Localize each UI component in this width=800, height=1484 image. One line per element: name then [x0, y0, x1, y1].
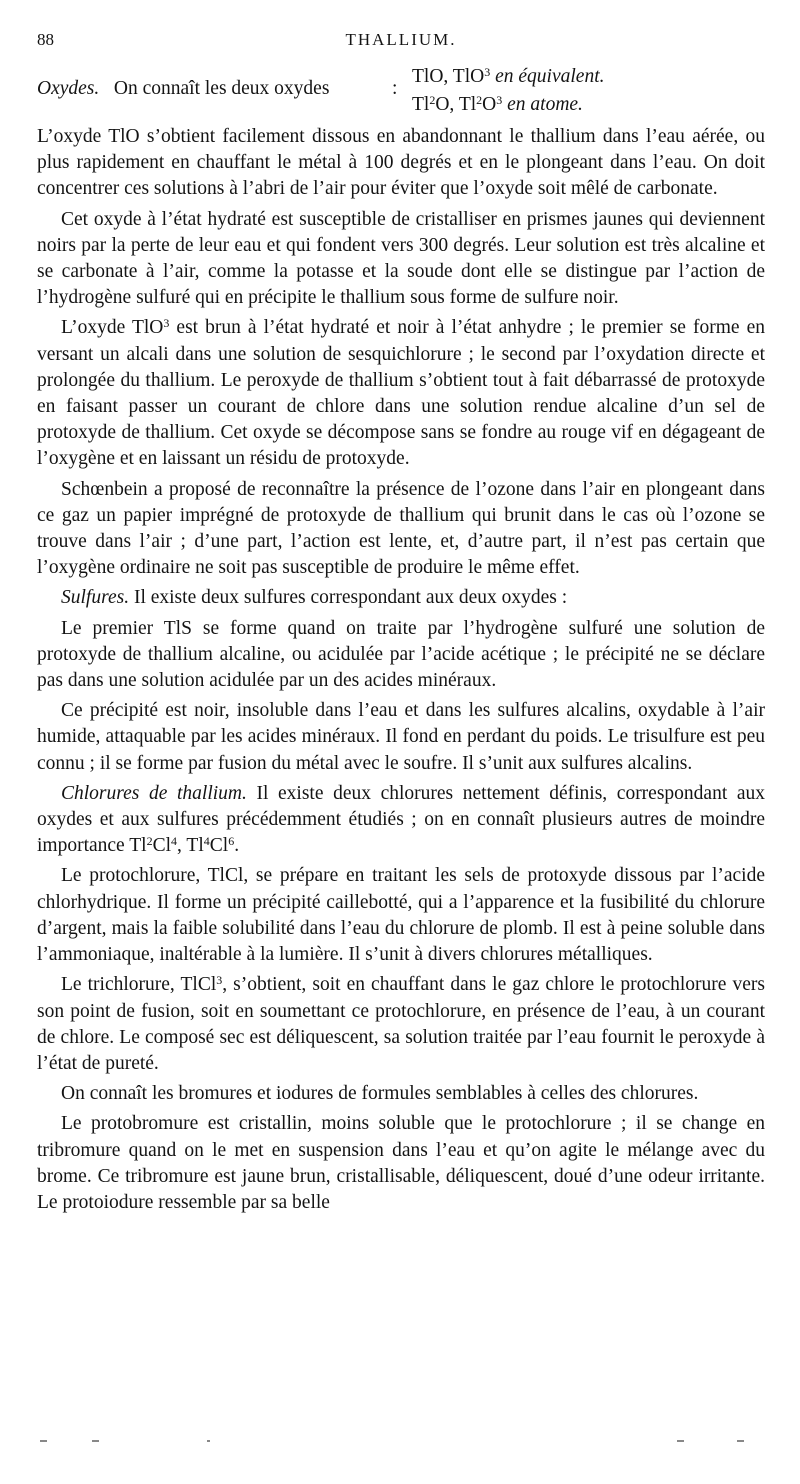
- formula-text: Tl: [412, 94, 430, 115]
- paragraph: Ce précipité est noir, insoluble dans l’eau et dans les sulfures alcalins, oxydable à l’air humide, attaquable par les acides minéraux. Il fond en perdant du poids. Le trisulfure est peu connu ; il se forme par fusion du métal avec le soufre. Il s’unit aux sulfures alcalins.: [37, 700, 765, 774]
- paragraph: Le protobromure est cristallin, moins soluble que le protochlorure ; il se change en tribromure quand on le met en suspension dans l’eau et qu’on agite le mélange avec du brome. Ce tribromure est jaune brun, cristallisable, déliquescent, doué d’une odeur irritante. Le protoiodure ressemble par sa belle: [37, 1113, 765, 1213]
- section-heading-sulfures: Sulfures.: [61, 587, 130, 609]
- formula-suffix: en équivalent.: [495, 66, 605, 87]
- paragraph: [37, 315, 765, 472]
- paragraph-text: .: [234, 835, 240, 857]
- paragraph-text: , Tl: [177, 835, 204, 857]
- section-heading-oxydes: Oxydes.: [37, 78, 100, 99]
- oxydes-formula-block: [37, 66, 765, 124]
- running-title: THALLIUM.: [345, 30, 457, 49]
- paragraph: Le premier TlS se forme quand on traite par l’hydrogène sulfuré une solution de protoxyde de thallium alcaline, ou acidulée par l’acide acétique ; le précipité ne se déclare pas dans une solution acidulée par un des acides minéraux.: [37, 617, 765, 692]
- formula-sup: 3: [216, 973, 223, 988]
- paragraph: [37, 781, 765, 860]
- formula-suffix: en atome.: [507, 94, 583, 115]
- paragraph-text: L’oxyde TlO: [61, 317, 164, 339]
- page-number: 88: [37, 30, 54, 49]
- formula-sup: 2: [146, 834, 153, 849]
- scan-mark: [92, 1440, 99, 1442]
- formula-atome: [412, 94, 583, 116]
- scan-artifacts: [37, 1440, 765, 1450]
- formula-sup: 2: [429, 93, 436, 107]
- paragraph-text: Il existe deux sulfures correspondant aux deux oxydes :: [129, 587, 568, 609]
- page-header: [37, 30, 765, 56]
- paragraph-text: , s’obtient, soit en chauffant dans le gaz chlore le protochlorure vers son point de fusion, soit en soumettant ce protochlorure, en présence de l’eau, à un courant de chlore. Le composé sec est déliquescent, sa solution traitée par l’eau fournit le peroxyde à l’état de pureté.: [37, 974, 765, 1074]
- book-page: [37, 30, 765, 1220]
- paragraph: L’oxyde TlO s’obtient facilement dissous en abandonnant le thallium dans l’eau aérée, ou plus rapidement en chauffant le métal à 100 degrés et en le plongeant dans l’eau. On doit concentrer ces solutions à l’abri de l’air pour éviter que l’oxyde soit mêlé de carbonate.: [37, 126, 765, 200]
- paragraph: On connaît les bromures et iodures de formules semblables à celles des chlorures.: [61, 1083, 699, 1105]
- paragraph: [37, 972, 765, 1077]
- paragraph: Le protochlorure, TlCl, se prépare en traitant les sels de protoxyde dissous par l’acide chlorhydrique. Il forme un précipité caillebotté, qui a l’apparence et la fusibilité du chlorure d’argent, mais la faible solubilité dans l’eau du chlorure de plomb. Il est à peine soluble dans l’ammoniaque, inaltérable à la lumière. Il s’unit à divers chlorures métalliques.: [37, 865, 765, 966]
- paragraph-text: Le trichlorure, TlCl: [61, 974, 217, 996]
- oxydes-lead-text: On connaît les deux oxydes: [113, 78, 330, 99]
- oxydes-lead: [37, 78, 329, 100]
- scan-mark: [40, 1440, 47, 1442]
- formula-text: O: [482, 94, 497, 115]
- formula-sup: 4: [171, 834, 178, 849]
- scan-mark: [737, 1440, 744, 1442]
- formula-sup: 4: [203, 834, 210, 849]
- paragraph: Schœnbein a proposé de reconnaître la présence de l’ozone dans l’air en plongeant dans ce gaz un papier imprégné de protoxyde de thallium qui brunit dans le cas où l’ozone se trouve dans l’air ; d’une part, l’action est lente, et, d’autre part, il n’est pas certain que l’oxygène ordinaire ne soit pas susceptible de produire le même effet.: [37, 478, 765, 579]
- paragraph-text: Cl: [152, 835, 172, 857]
- formula-sup: 2: [476, 93, 483, 107]
- section-heading-chlorures: Chlorures de thallium.: [61, 782, 247, 804]
- formula-equivalent: [412, 66, 604, 88]
- paragraph: Cet oxyde à l’état hydraté est susceptible de cristalliser en prismes jaunes qui deviennent noirs par la perte de leur eau et qui fondent vers 300 degrés. Leur solution est très alcaline et se carbonate à l’air, comme la potasse et la soude dont elle se distingue par l’action de l’hydrogène sulfuré qui en précipite le thallium sous forme de sulfure noir.: [37, 208, 765, 309]
- formula-text: O, Tl: [435, 94, 477, 115]
- formula-sup: 6: [228, 834, 235, 849]
- scan-mark: [677, 1440, 684, 1442]
- paragraph-text: est brun à l’état hydraté et noir à l’état anhydre ; le premier se forme en versant un alcali dans une solution de sesquichlorure ; le second par l’oxydation directe et prolongée du thallium. Le peroxyde de thallium s’obtient tout à fait débarrassé de protoxyde en faisant passer un courant de chlore dans une solution rendue alcaline d’un sel de protoxyde de thallium. Cet oxyde se décompose sans se fondre au rouge vif en dégageant de l’oxygène et en laissant un résidu de protoxyde.: [37, 317, 765, 470]
- scan-mark: [207, 1440, 210, 1442]
- formula-sup: 3: [496, 93, 503, 107]
- oxydes-colon: :: [392, 78, 398, 99]
- formula-text: TlO, TlO: [412, 66, 485, 87]
- paragraph: [37, 585, 765, 611]
- paragraph-text: Cl: [209, 835, 229, 857]
- formula-sup: 3: [163, 316, 170, 331]
- formula-sup: 3: [484, 65, 491, 79]
- paragraph-text: Il existe deux chlorures nettement définis, correspondant aux oxydes et aux sulfures précédemment étudiés ; on en connaît plusieurs autres de moindre importance Tl: [37, 782, 766, 857]
